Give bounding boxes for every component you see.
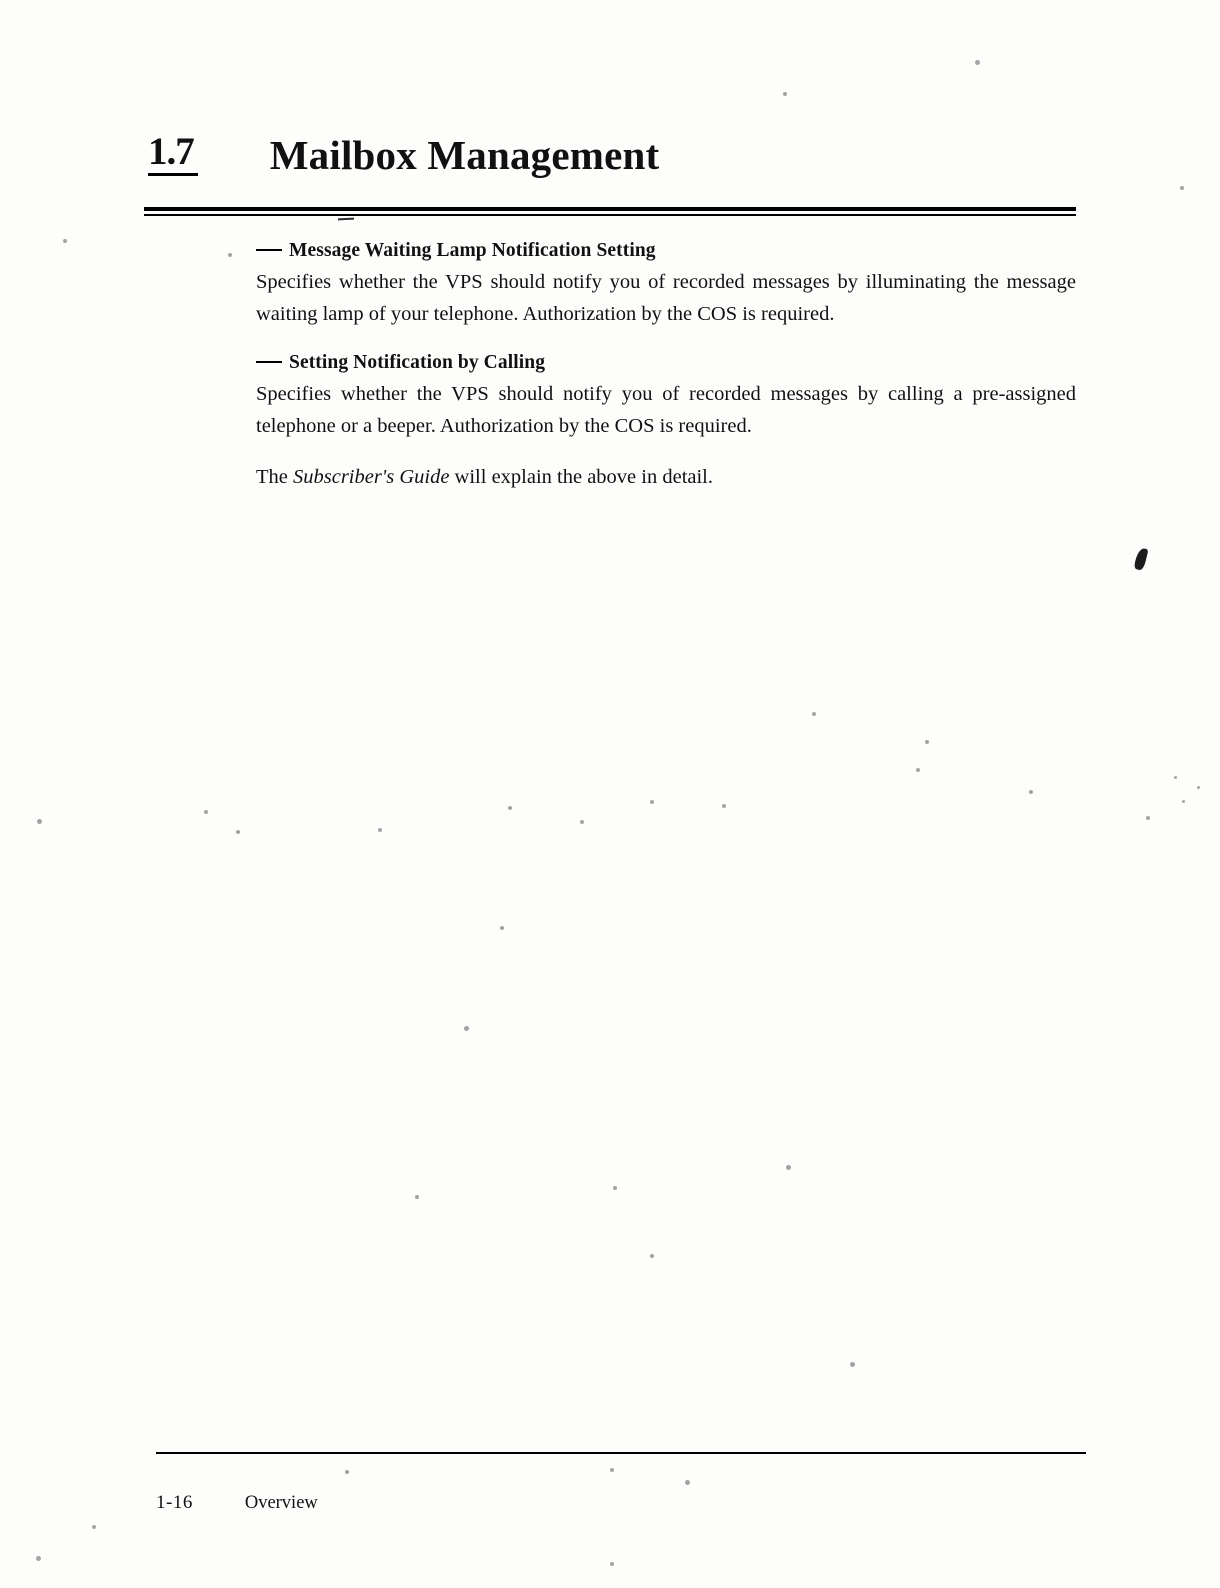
scan-speck [613, 1186, 617, 1190]
scan-speck [916, 768, 920, 772]
section-body-message-waiting-lamp: Specifies whether the VPS should notify you of recorded messages by illuminating the message waiting lamp of your telephone. Authorization by the COS is required. [256, 271, 1076, 325]
scan-speck [415, 1195, 419, 1199]
scan-speck [464, 1026, 469, 1031]
scan-speck [925, 740, 929, 744]
body-content [256, 240, 1076, 516]
header-rule-thin [144, 214, 1076, 216]
scan-speck [204, 810, 208, 814]
scan-speck [610, 1468, 614, 1472]
scan-speck [1146, 816, 1150, 820]
scan-speck [500, 926, 504, 930]
em-dash-icon [256, 361, 282, 363]
header-rule-thick [144, 207, 1076, 211]
section-heading-text: Setting Notification by Calling [289, 352, 546, 373]
section-heading-message-waiting-lamp [256, 240, 1076, 262]
section-heading-setting-notification-by-calling [256, 352, 1076, 374]
scan-speck [850, 1362, 855, 1367]
scan-speck [685, 1480, 690, 1485]
scan-speck [650, 800, 654, 804]
scan-speck [1182, 800, 1185, 803]
chapter-title: Mailbox Management [269, 132, 660, 178]
scan-speck [1174, 776, 1177, 779]
scan-speck [236, 830, 240, 834]
scan-speck [92, 1525, 96, 1529]
scan-speck [783, 92, 787, 96]
scan-speck [812, 712, 816, 716]
scan-speck [722, 804, 726, 808]
scan-speck [1180, 186, 1184, 190]
scan-speck [786, 1165, 791, 1170]
closing-italic-title: Subscriber's Guide [293, 466, 450, 488]
stray-pen-mark [338, 218, 354, 221]
scan-speck [378, 828, 382, 832]
scan-speck [975, 60, 980, 65]
scan-speck [228, 253, 232, 257]
scan-speck [580, 820, 584, 824]
page-footer [156, 1492, 318, 1514]
scan-speck [508, 806, 512, 810]
scan-speck [36, 1556, 41, 1561]
scan-speck [650, 1254, 654, 1258]
closing-before: The [256, 466, 293, 488]
section-body-setting-notification-by-calling: Specifies whether the VPS should notify you of recorded messages by calling a pre-assigned telephone or a beeper. Authorization by the COS is required. [256, 383, 1076, 437]
scan-speck [1029, 790, 1033, 794]
stray-ink-mark [1133, 547, 1148, 571]
chapter-number: 1.7 [148, 132, 198, 176]
em-dash-icon [256, 249, 282, 251]
scan-speck [1197, 786, 1200, 789]
scan-speck [345, 1470, 349, 1474]
section-heading-text: Message Waiting Lamp Notification Setting [289, 240, 656, 261]
scan-speck [610, 1562, 614, 1566]
footer-section-label: Overview [244, 1493, 318, 1513]
closing-paragraph [256, 462, 1076, 494]
footer-rule [156, 1452, 1086, 1454]
scan-speck [37, 819, 42, 824]
closing-after: will explain the above in detail. [449, 466, 713, 488]
footer-page-number: 1-16 [156, 1492, 193, 1513]
scan-speck [63, 239, 67, 243]
page-title [148, 132, 1078, 176]
